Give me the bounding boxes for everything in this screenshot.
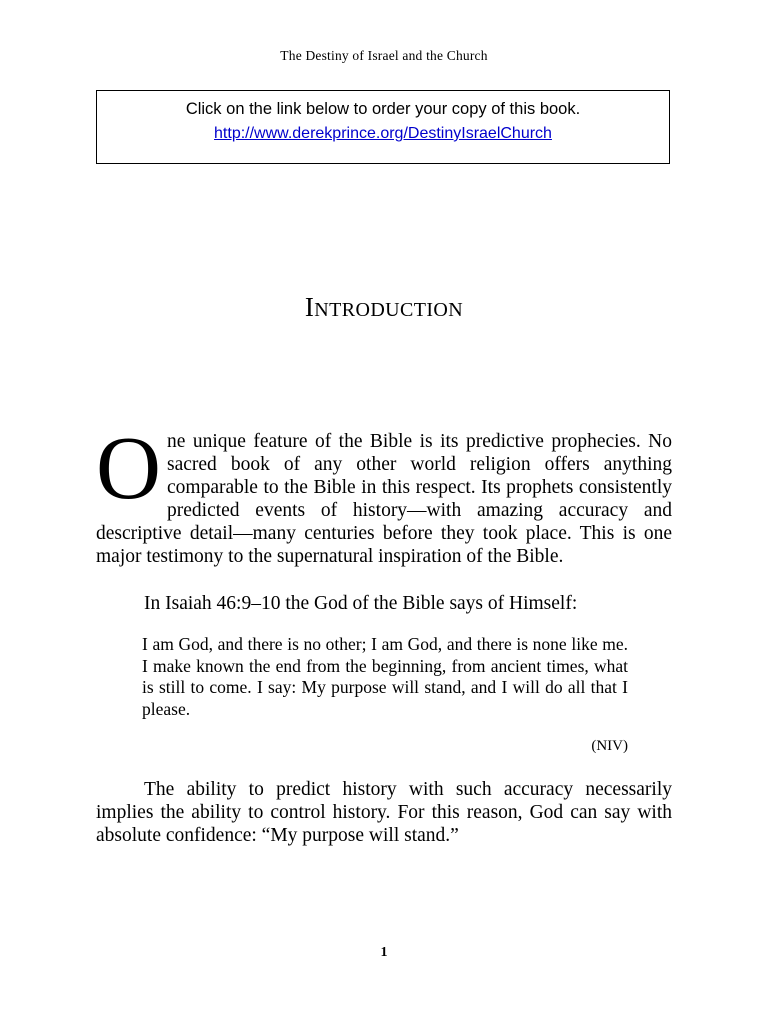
intro-paragraph-text: ne unique feature of the Bible is its predictive prophecies. No sacred book of any other world religion offers anything comparable to the Bible in this respect. Its prophets consistently predicted events of history—with amazing accuracy and descriptive detail—many centuries before they took place. This is one major testimony to the supernatural inspiration of the Bible. [96,431,672,567]
order-link[interactable]: http://www.derekprince.org/DestinyIsraelChurch [214,125,552,142]
order-box [96,90,670,164]
order-instruction: Click on the link below to order your copy of this book. [185,100,581,118]
page-number: 1 [380,945,388,960]
chapter-title [0,292,768,323]
isaiah-intro-paragraph: In Isaiah 46:9–10 the God of the Bible says of Himself: [144,593,578,614]
drop-cap: O [96,419,161,518]
quote-citation: (NIV) [591,738,628,754]
chapter-title-rest: NTRODUCTION [314,299,464,321]
chapter-title-initial: I [304,292,315,322]
intro-paragraph [96,419,672,568]
running-header: The Destiny of Israel and the Church [280,48,488,63]
closing-paragraph: The ability to predict history with such accuracy necessarily implies the ability to control history. For this reason, God can say with absolute confidence: “My purpose will stand.” [96,779,672,846]
scripture-quote: I am God, and there is no other; I am God, and there is none like me. I make known the end from the beginning, from ancient times, what is still to come. I say: My purpose will stand, and I will do all that I please. [142,634,628,719]
